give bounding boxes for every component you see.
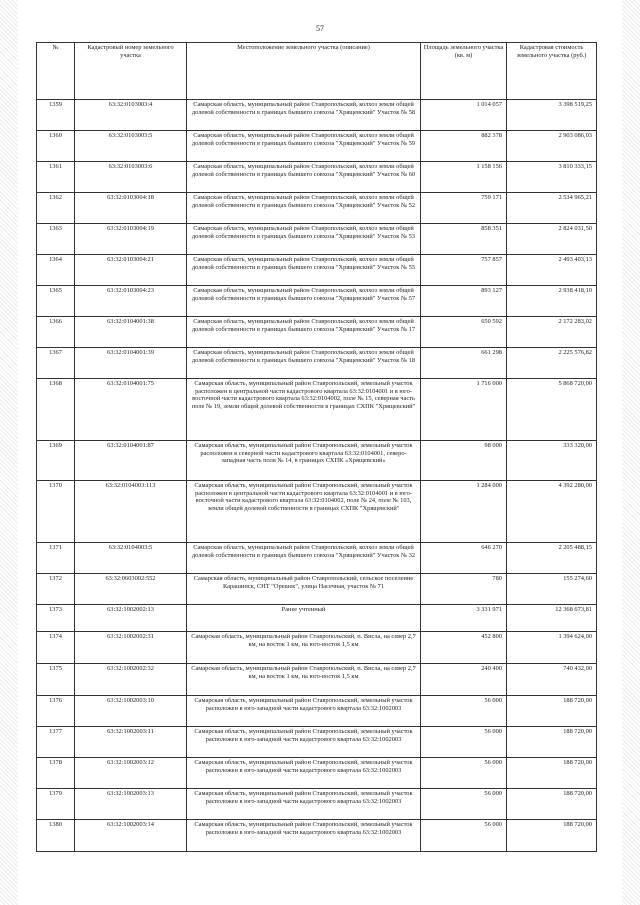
cell-cadastral: 63:32:0104003:113 (75, 481, 187, 543)
table-row (37, 131, 597, 162)
cell-location: Самарская область, муниципальный район Ставропольский, земельный участок расположен в юго-западной части кадастрового квартала 63:32:1002003 (187, 696, 421, 727)
cell-cadastral: 63:32:1002002:31 (75, 632, 187, 664)
header-num: № (37, 43, 75, 100)
cell-area: 780 (421, 574, 507, 605)
cell-cost: 333 320,00 (507, 441, 597, 481)
cell-num: 1359 (37, 100, 75, 131)
cell-cadastral: 63:32:0104001:39 (75, 348, 187, 379)
cell-cost: 2 205 488,15 (507, 543, 597, 574)
table-row (37, 696, 597, 727)
cell-cost: 740 432,00 (507, 664, 597, 696)
cell-area: 1 716 000 (421, 379, 507, 441)
cell-cost: 2 493 403,13 (507, 255, 597, 286)
cell-area: 56 000 (421, 758, 507, 789)
cell-area: 646 270 (421, 543, 507, 574)
cell-area: 893 127 (421, 286, 507, 317)
cell-cadastral: 63:32:1002003:10 (75, 696, 187, 727)
page-number: 57 (316, 24, 324, 33)
cell-num: 1360 (37, 131, 75, 162)
table-row (37, 348, 597, 379)
cell-num: 1364 (37, 255, 75, 286)
cell-location: Самарская область, муниципальный район Ставропольский, колхоз земли общей долевой собственности в границах бывшего совхоза "Хрящевский" Участок № 59 (187, 131, 421, 162)
table-row (37, 224, 597, 255)
cell-num: 1378 (37, 758, 75, 789)
header-area: Площадь земельного участка (кв. м) (421, 43, 507, 100)
cell-area: 240 400 (421, 664, 507, 696)
cell-area: 882 378 (421, 131, 507, 162)
cell-cadastral: 63:32:0103004:23 (75, 286, 187, 317)
cell-num: 1370 (37, 481, 75, 543)
table-row (37, 481, 597, 543)
cell-area: 56 000 (421, 820, 507, 852)
cell-cadastral: 63:32:0103004:18 (75, 193, 187, 224)
cell-location: Самарская область, муниципальный район Ставропольский, земельный участок расположен в юго-западной части кадастрового квартала 63:32:1002003 (187, 727, 421, 758)
cell-num: 1367 (37, 348, 75, 379)
cell-cost: 3 810 333,15 (507, 162, 597, 193)
cell-cadastral: 63:32:1002003:11 (75, 727, 187, 758)
cell-cost: 4 392 280,00 (507, 481, 597, 543)
cell-cadastral: 63:32:0103003:6 (75, 162, 187, 193)
cell-location: Самарская область, муниципальный район Ставропольский, земельный участок расположен в юго-западной части кадастрового квартала 63:32:1002003 (187, 758, 421, 789)
cell-num: 1365 (37, 286, 75, 317)
cell-cost: 2 938 418,10 (507, 286, 597, 317)
table-row (37, 162, 597, 193)
cell-area: 858 351 (421, 224, 507, 255)
cell-area: 759 171 (421, 193, 507, 224)
cell-area: 650 592 (421, 317, 507, 348)
table-row (37, 758, 597, 789)
header-cost: Кадастровая стоимость земельного участка (руб.) (507, 43, 597, 100)
cell-cost: 1 394 624,00 (507, 632, 597, 664)
table-row (37, 605, 597, 632)
cell-cost: 188 720,00 (507, 789, 597, 820)
cell-cadastral: 63:32:1002003:14 (75, 820, 187, 852)
cell-location: Самарская область, муниципальный район Ставропольский, п. Висла, на север 2,7 км, на восток 1 км, на юго-восток 1,5 км (187, 664, 421, 696)
cell-area: 3 331 971 (421, 605, 507, 632)
cell-cost: 188 720,00 (507, 696, 597, 727)
cell-location: Самарская область, муниципальный район Ставропольский, колхоз земли общей долевой собственности в границах бывшего совхоза "Хрящевский" Участок № 52 (187, 193, 421, 224)
cell-area: 452 800 (421, 632, 507, 664)
table-row (37, 820, 597, 852)
cell-num: 1380 (37, 820, 75, 852)
cell-num: 1363 (37, 224, 75, 255)
table-row (37, 574, 597, 605)
table-row (37, 664, 597, 696)
cell-cost: 12 368 673,81 (507, 605, 597, 632)
table-row (37, 379, 597, 441)
cell-area: 661 298 (421, 348, 507, 379)
cell-cost: 188 720,00 (507, 820, 597, 852)
scan-edge-right (622, 0, 640, 905)
cell-num: 1374 (37, 632, 75, 664)
cell-location: Самарская область, муниципальный район Ставропольский, колхоз земли общей долевой собственности в границах бывшего совхоза "Хрящевский" Участок № 53 (187, 224, 421, 255)
cell-location: Самарская область, муниципальный район Ставропольский, земельный участок расположен в центральной части кадастрового квартала 63:32:0104001 и в юго-восточной части кадастрового квартала 63:32:0104002, поле № 15, северная часть поле № 19, земли общей долевой собственности в границах СХПК "Хрящевский" (187, 379, 421, 441)
cell-cost: 3 398 519,25 (507, 100, 597, 131)
cell-cost: 5 868 720,00 (507, 379, 597, 441)
cell-location: Самарская область, муниципальный район Ставропольский, земельный участок расположен в центральной части кадастрового квартала 63:32:0104001 и в юго-восточной части кадастрового квартала 63:32:0104002, поле № 24, поле № 103, земли общей долевой собственности в границах СХПК "Хрящевский" (187, 481, 421, 543)
cell-area: 56 000 (421, 727, 507, 758)
cell-cadastral: 63:32:0103004:19 (75, 224, 187, 255)
table-row (37, 255, 597, 286)
cell-cost: 2 534 965,21 (507, 193, 597, 224)
cell-cost: 155 274,60 (507, 574, 597, 605)
table-row (37, 441, 597, 481)
cell-area: 757 857 (421, 255, 507, 286)
cell-num: 1377 (37, 727, 75, 758)
table-body (37, 100, 597, 852)
table-row (37, 727, 597, 758)
cell-area: 56 000 (421, 789, 507, 820)
table-row (37, 100, 597, 131)
cell-num: 1369 (37, 441, 75, 481)
cell-cadastral: 63:32:1002002:32 (75, 664, 187, 696)
cell-area: 1 014 057 (421, 100, 507, 131)
header-location: Местоположение земельного участка (описание) (187, 43, 421, 100)
cell-location: Самарская область, муниципальный район Ставропольский, колхоз земли общей долевой собственности в границах бывшего совхоза "Хрящевский" Участок № 55 (187, 255, 421, 286)
cell-cadastral: 63:32:0103004:21 (75, 255, 187, 286)
cell-location: Самарская область, муниципальный район Ставропольский, земельный участок расположен в юго-западной части кадастрового квартала 63:32:1002003 (187, 820, 421, 852)
cell-cadastral: 63:32:0103003:5 (75, 131, 187, 162)
cell-location: Самарская область, муниципальный район Ставропольский, сельское поселение Карашинск, СНТ "Орешек", улица Насечная, участок № 71 (187, 574, 421, 605)
cell-location: Самарская область, муниципальный район Ставропольский, колхоз земли общей долевой собственности в границах бывшего совхоза "Хрящевский" Участок № 18 (187, 348, 421, 379)
cell-num: 1362 (37, 193, 75, 224)
cell-cost: 188 720,00 (507, 758, 597, 789)
cell-location: Самарская область, муниципальный район Ставропольский, земельный участок расположен в юго-западной части кадастрового квартала 63:32:1002003 (187, 789, 421, 820)
table-row (37, 789, 597, 820)
cell-cadastral: 63:32:0104001:87 (75, 441, 187, 481)
cell-area: 98 000 (421, 441, 507, 481)
table-row (37, 543, 597, 574)
cell-cadastral: 63:32:1002002:13 (75, 605, 187, 632)
cell-cost: 2 225 576,82 (507, 348, 597, 379)
cell-cost: 188 720,00 (507, 727, 597, 758)
cell-cadastral: 63:32:0104001:38 (75, 317, 187, 348)
cell-area: 56 000 (421, 696, 507, 727)
header-cadastral: Кадастровый номер земельного участка (75, 43, 187, 100)
table-header-row (37, 43, 597, 100)
cell-num: 1376 (37, 696, 75, 727)
cell-location: Самарская область, муниципальный район Ставропольский, колхоз земли общей долевой собственности в границах бывшего совхоза "Хрящевский" Участок № 60 (187, 162, 421, 193)
cell-location: Самарская область, муниципальный район Ставропольский, земельный участок расположен в северной части кадастрового квартала 63:32:0104001, северо-западная часть поля № 14, в границах СХПК «Хрящевский» (187, 441, 421, 481)
cell-num: 1368 (37, 379, 75, 441)
cell-num: 1372 (37, 574, 75, 605)
cadastral-table (36, 42, 597, 852)
cell-location: Самарская область, муниципальный район Ставропольский, п. Висла, на север 2,7 км, на восток 1 км, на юго-восток 1,5 км (187, 632, 421, 664)
table-row (37, 193, 597, 224)
cell-cost: 2 824 031,50 (507, 224, 597, 255)
cell-cadastral: 63:32:0603002:552 (75, 574, 187, 605)
cell-area: 1 284 000 (421, 481, 507, 543)
cell-location: Самарская область, муниципальный район Ставропольский, колхоз земли общей долевой собственности в границах бывшего совхоза "Хрящевский" Участок № 57 (187, 286, 421, 317)
cell-location: Самарская область, муниципальный район Ставропольский, колхоз земли общей долевой собственности в границах бывшего совхоза "Хрящевский" Участок № 32 (187, 543, 421, 574)
table-row (37, 632, 597, 664)
cell-cadastral: 63:32:0104003:5 (75, 543, 187, 574)
cell-location: Ранее учтенный (187, 605, 421, 632)
cell-cost: 2 172 283,02 (507, 317, 597, 348)
table-row (37, 286, 597, 317)
cell-cadastral: 63:32:1002003:12 (75, 758, 187, 789)
cell-num: 1379 (37, 789, 75, 820)
table-row (37, 317, 597, 348)
cell-num: 1373 (37, 605, 75, 632)
cell-location: Самарская область, муниципальный район Ставропольский, колхоз земли общей долевой собственности в границах бывшего совхоза "Хрящевский" Участок № 17 (187, 317, 421, 348)
cell-cadastral: 63:32:0103003:4 (75, 100, 187, 131)
cell-num: 1361 (37, 162, 75, 193)
cell-num: 1375 (37, 664, 75, 696)
cell-area: 1 158 156 (421, 162, 507, 193)
cell-num: 1366 (37, 317, 75, 348)
scan-edge-left (0, 0, 18, 905)
cell-location: Самарская область, муниципальный район Ставропольский, колхоз земли общей долевой собственности в границах бывшего совхоза "Хрящевский" Участок № 58 (187, 100, 421, 131)
cell-cadastral: 63:32:0104001:75 (75, 379, 187, 441)
cell-cadastral: 63:32:1002003:13 (75, 789, 187, 820)
cell-cost: 2 903 086,03 (507, 131, 597, 162)
cell-num: 1371 (37, 543, 75, 574)
